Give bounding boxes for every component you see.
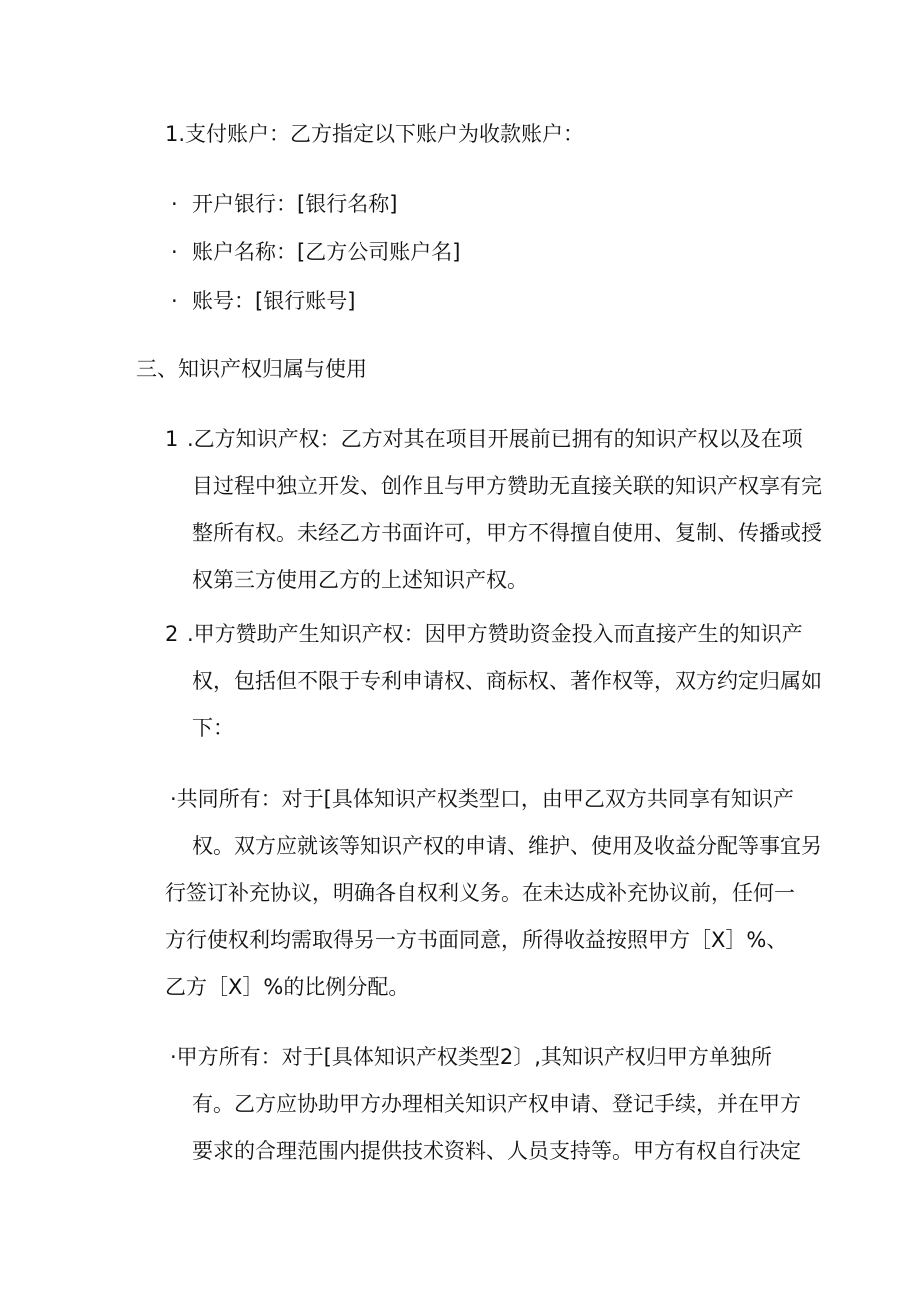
account-name-item: 账户名称：[乙方公司账户名] [192, 240, 461, 264]
party-a-ownership-line: ·甲方所有：对于[具体知识产权类型2〕,其知识产权归甲方单独所 [170, 1045, 772, 1069]
clause1-line: 整所有权。未经乙方书面许可，甲方不得擅自使用、复制、传播或授 [192, 521, 822, 545]
clause2-line: 权，包括但不限于专利申请权、商标权、著作权等，双方约定归属如 [192, 669, 822, 693]
clause-number: 1 [165, 427, 179, 451]
party-a-ownership-line: 要求的合理范围内提供技术资料、人员支持等。甲方有权自行决定 [192, 1139, 801, 1163]
bullet-icon: · [171, 192, 178, 216]
bullet-icon: · [171, 240, 178, 264]
joint-ownership-line: 权。双方应就该等知识产权的申请、维护、使用及收益分配等事宜另 [192, 834, 822, 858]
bullet-icon: · [171, 289, 178, 313]
bank-name-item: 开户银行：[银行名称] [192, 192, 398, 216]
account-number-item: 账号：[银行账号] [192, 289, 356, 313]
joint-ownership-line: 行签订补充协议，明确各自权利义务。在未达成补充协议前，任何一 [165, 881, 795, 905]
payment-account-heading: 1.支付账户：乙方指定以下账户为收款账户： [165, 122, 585, 146]
clause-number: 2 [165, 622, 179, 646]
section-title: 三、知识产权归属与使用 [136, 357, 367, 381]
joint-ownership-line: 方行使权利均需取得另一方书面同意，所得收益按照甲方［X］%、 [165, 928, 788, 952]
clause1-line: 权第三方使用乙方的上述知识产权。 [192, 568, 528, 592]
party-a-ownership-line: 有。乙方应协助甲方办理相关知识产权申请、登记手续，并在甲方 [192, 1092, 801, 1116]
clause1-line: .乙方知识产权：乙方对其在项目开展前已拥有的知识产权以及在项 [187, 427, 803, 451]
joint-ownership-line: ·共同所有：对于[具体知识产权类型口，由甲乙双方共同享有知识产 [170, 787, 794, 811]
joint-ownership-line: 乙方［X］%的比例分配。 [165, 975, 410, 999]
clause2-line: .甲方赞助产生知识产权：因甲方赞助资金投入而直接产生的知识产 [187, 622, 803, 646]
clause2-line: 下： [192, 716, 234, 740]
clause1-line: 目过程中独立开发、创作且与甲方赞助无直接关联的知识产权享有完 [192, 474, 822, 498]
